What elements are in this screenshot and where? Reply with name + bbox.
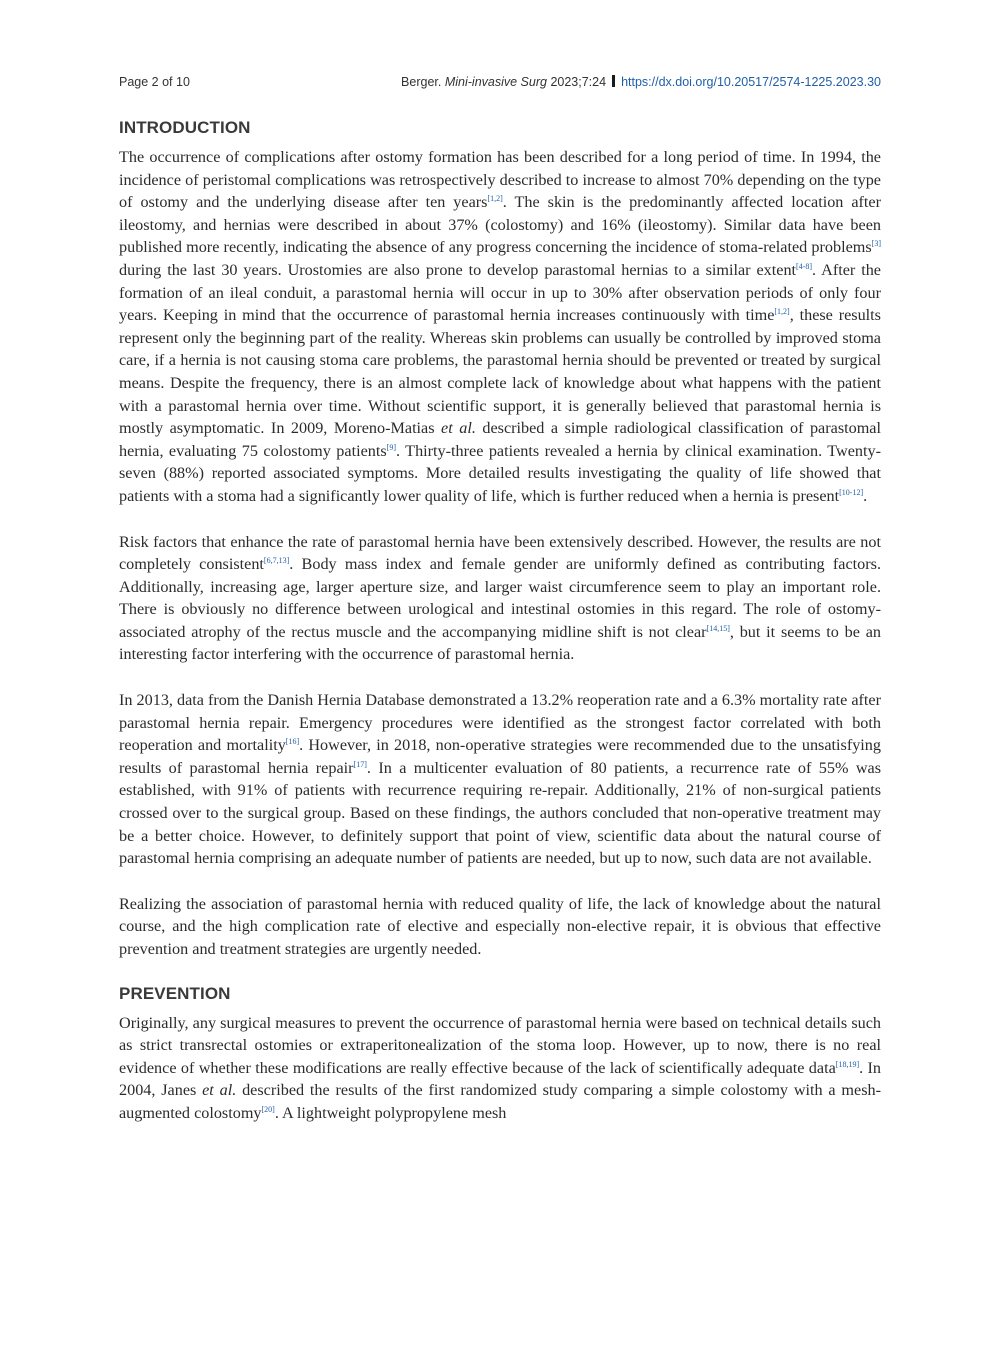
citation-reference[interactable]: [16]: [285, 737, 300, 747]
citation-reference[interactable]: [3]: [871, 239, 881, 249]
italic-text: et al.: [441, 419, 476, 438]
citation-reference[interactable]: [9]: [386, 442, 396, 452]
volume-info: 2023;7:24: [550, 75, 607, 89]
paragraph: Realizing the association of parastomal hernia with reduced quality of life, the lack of knowledge about the natural course, and the high complication rate of elective and especially non-elective repair, it is obvious that effective prevention and treatment strategies are urgently needed.: [119, 894, 881, 958]
running-header: [119, 75, 881, 93]
section-prevention: [119, 984, 881, 1125]
citation-reference[interactable]: [4-8]: [796, 261, 813, 271]
citation-reference[interactable]: [17]: [353, 759, 367, 769]
journal-name: Mini-invasive Surg: [444, 75, 547, 89]
page-number: Page 2 of 10: [119, 75, 190, 89]
citation-reference[interactable]: [10-12]: [839, 487, 864, 497]
section-heading: INTRODUCTION: [119, 118, 251, 137]
paragraph: In 2013, data from the Danish Hernia Database demonstrated a 13.2% reoperation rate and a 6.3% mortality rate after parastomal hernia repair. Emergency procedures were identified as the strongest factor correlated with both reoperation and mortality[16]. However, in 2018, non-operative strategies were recommended due to the unsatisfying results of parastomal hernia repair[17]. In a multicenter evaluation of 80 patients, a recurrence rate of 55% was established, with 91% of patients with recurrence requiring re-repair. Additionally, 21% of non-surgical patients crossed over to the surgical group. Based on these findings, the authors concluded that non-operative treatment may be a better choice. However, to definitely support that point of view, scientific data about the natural course of parastomal hernia comprising an adequate number of patients are needed, but up to now, such data are not available.: [119, 691, 881, 868]
citation-reference[interactable]: [1,2]: [487, 194, 503, 204]
citation-reference[interactable]: [1,2]: [774, 307, 790, 317]
citation-reference[interactable]: [18,19]: [835, 1059, 860, 1069]
author-name: Berger.: [401, 75, 442, 89]
paragraph: The occurrence of complications after ostomy formation has been described for a long period of time. In 1994, the incidence of peristomal complications was retrospectively described to increase to almost 70% depending on the type of ostomy and the underlying disease after ten years[1,2]. The skin is the predominantly affected location after ileostomy, and hernias were described in about 37% (colostomy) and 16% (ileostomy). Similar data have been published more recently, indicating the absence of any progress concerning the incidence of stoma-related problems[3] during the last 30 years. Urostomies are also prone to develop parastomal hernias to a similar extent[4-8]. After the formation of an ileal conduit, a parastomal hernia will occur in up to 30% after observation periods of only four years. Keeping in mind that the occurrence of parastomal hernia increases continuously with time[1,2], these results represent only the beginning part of the reality. Whereas skin problems can usually be controlled by improved stoma care, if a hernia is not causing stoma care problems, the parastomal hernia should be prevented or treated by surgical means. Despite the frequency, there is an almost complete lack of knowledge about what happens with the patient with a parastomal hernia over time. Without scientific support, it is generally believed that parastomal hernia is mostly asymptomatic. In 2009, Moreno-Matias et al. described a simple radiological classification of parastomal hernia, evaluating 75 colostomy patients[9]. Thirty-three patients revealed a hernia by clinical examination. Twenty-seven (88%) reported associated symptoms. More detailed results investigating the quality of life showed that patients with a stoma had a significantly lower quality of life, which is further reduced when a hernia is present[10-12].: [119, 148, 881, 505]
section-heading: PREVENTION: [119, 983, 231, 1003]
italic-text: et al.: [202, 1081, 237, 1100]
citation-reference[interactable]: [14,15]: [706, 623, 730, 633]
paragraph: Originally, any surgical measures to prevent the occurrence of parastomal hernia were based on technical details such as strict transrectal ostomies or extraperitonealization of the stoma loop. However, up to now, there is no real evidence of whether these modifications are really effective because of the lack of scientifically adequate data[18,19]. In 2004, Janes et al. described the results of the first randomized study comparing a simple colostomy with a mesh-augmented colostomy[20]. A lightweight polypropylene mesh: [119, 1013, 882, 1122]
paragraph: Risk factors that enhance the rate of parastomal hernia have been extensively described. However, the results are not completely consistent[6,7,13]. Body mass index and female gender are uniformly defined as contributing factors. Additionally, increasing age, larger aperture size, and larger waist circumference seem to play an important role. There is obviously no difference between urological and intestinal ostomies in this regard. The role of ostomy-associated atrophy of the rectus muscle and the accompanying midline shift is not clear[14,15], but it seems to be an interesting factor interfering with the occurrence of parastomal hernia.: [119, 532, 881, 664]
section-introduction: [119, 118, 881, 961]
article-body: [119, 118, 881, 1148]
citation-reference[interactable]: [20]: [261, 1104, 275, 1114]
citation-reference[interactable]: [6,7,13]: [263, 556, 290, 566]
doi-link[interactable]: https://dx.doi.org/10.20517/2574-1225.2023.30: [621, 75, 881, 89]
separator-bar: [612, 75, 615, 87]
citation-line: [401, 75, 881, 89]
